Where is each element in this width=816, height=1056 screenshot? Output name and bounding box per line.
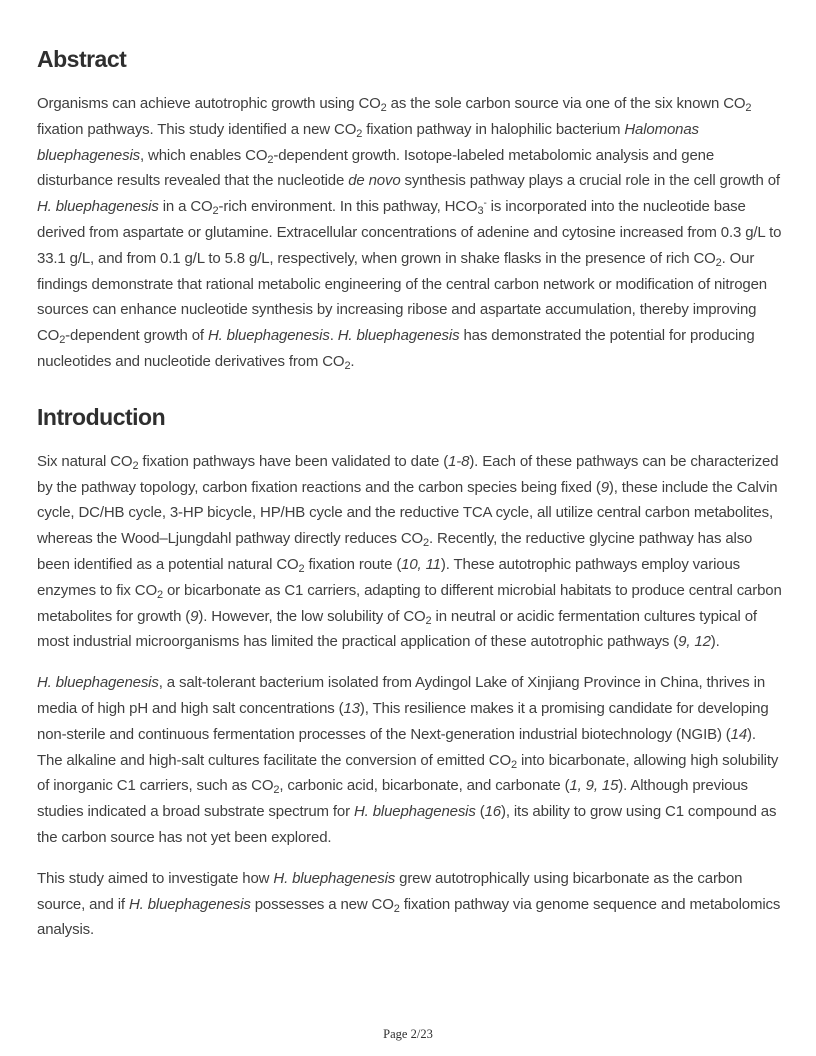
text-segment: in neutral or acidic fermentation cultures typical of most industrial microorganisms has limited the practical application of these autotrophic pathways ( (37, 607, 757, 651)
text-segment: - (483, 198, 487, 210)
text-segment: , a salt-tolerant bacterium isolated from Aydingol Lake of Xinjiang Province in China, thrives in media of high pH and high salt concentrations ( (37, 674, 766, 717)
text-segment: H. bluephagenesis (337, 327, 460, 345)
document-body (37, 44, 782, 958)
text-segment: , carbonic acid, bicarbonate, and carbonate ( (279, 777, 570, 795)
text-segment: fixation route ( (304, 555, 402, 573)
text-segment: . (329, 327, 338, 345)
text-segment: H. bluephagenesis (37, 674, 159, 692)
text-segment: 14 (730, 725, 748, 743)
text-segment: fixation pathways. This study identified a new CO (37, 120, 357, 138)
paragraph (37, 449, 782, 655)
text-segment: 2 (423, 537, 429, 550)
text-segment: ( (475, 803, 485, 821)
text-segment: ), This resilience makes it a promising candidate for developing non-sterile and continuous fermentation processes of the Next-generation industrial biotechnology (NGIB) ( (37, 699, 769, 743)
text-segment: 9, 12 (678, 633, 711, 651)
text-segment: 2 (267, 153, 274, 166)
text-segment: grew autotrophically using bicarbonate as the carbon source, and if (37, 869, 743, 913)
text-segment: 3 (477, 205, 484, 218)
text-segment: 2 (344, 359, 351, 372)
text-segment: 2 (715, 256, 722, 269)
text-segment: 1, 9, 15 (569, 777, 619, 795)
text-segment: ). The alkaline and high-salt cultures facilitate the conversion of emitted CO (37, 725, 756, 769)
text-segment: ). Although previous studies indicated a broad substrate spectrum for (37, 777, 748, 821)
text-segment: . (350, 352, 355, 370)
text-segment: fixation pathways have been validated to date ( (138, 452, 449, 470)
text-segment: fixation pathway via genome sequence and metabolomics analysis. (37, 895, 781, 939)
text-segment: 2 (298, 562, 305, 575)
paragraph (37, 91, 782, 375)
text-segment: possesses a new CO (250, 895, 394, 913)
section-heading-introduction: Introduction (37, 403, 166, 430)
text-segment: ). (710, 633, 720, 651)
text-segment: fixation pathway in halophilic bacterium (362, 120, 625, 138)
text-segment: 2 (356, 127, 363, 140)
text-segment: , which enables CO (140, 146, 268, 164)
section-heading-abstract: Abstract (37, 46, 127, 72)
text-segment: H. bluephagenesis (354, 803, 476, 821)
text-segment: 2 (393, 902, 400, 915)
text-segment: 13 (343, 699, 360, 717)
text-segment: 2 (59, 334, 66, 347)
text-segment: 2 (511, 758, 517, 771)
text-segment: 2 (273, 784, 280, 797)
text-segment: into bicarbonate, allowing high solubility of inorganic C1 carriers, such as CO (37, 751, 779, 795)
page-footer (0, 1025, 816, 1043)
paragraph (37, 866, 782, 943)
text-segment: H. bluephagenesis (37, 198, 159, 216)
text-segment: 16 (484, 803, 501, 821)
text-segment: H. bluephagenesis (273, 869, 396, 887)
text-segment: 9 (190, 607, 199, 625)
text-segment: 2 (212, 205, 219, 218)
text-segment: Halomonas bluephagenesis (37, 120, 699, 164)
text-segment: synthesis pathway plays a crucial role in the cell growth of (400, 172, 780, 190)
text-segment: in a CO (158, 198, 213, 216)
text-segment: -dependent growth of (65, 327, 208, 345)
text-segment: 2 (745, 102, 752, 114)
text-segment: ). Each of these pathways can be characterized by the pathway topology, carbon fixation reactions and the carbon species being fixed ( (37, 452, 779, 496)
text-segment: is incorporated into the nucleotide base derived from aspartate or glutamine. Extracellular concentrations of adenine and cytosine increased from 0.3 g/L to 33.1 g/L, and from 0.1 g/L to 5.8 g/L, respectively, when grown in shake flasks in the presence of rich CO (37, 198, 782, 267)
page-number: Page 2/23 (383, 1027, 433, 1041)
text-segment: This study aimed to investigate how (37, 869, 274, 887)
text-segment: -dependent growth. Isotope-labeled metabolomic analysis and gene disturbance results revealed that the nucleotide (37, 146, 715, 190)
text-segment: or bicarbonate as C1 carriers, adapting to different microbial habitats to produce central carbon metabolites for growth ( (37, 581, 782, 625)
text-segment: Six natural CO (37, 452, 133, 470)
text-segment: 10, 11 (401, 555, 441, 573)
text-segment: Organisms can achieve autotrophic growth using CO (37, 95, 381, 112)
paragraph (37, 670, 782, 851)
text-segment: H. bluephagenesis (207, 327, 330, 345)
text-segment: . Recently, the reductive glycine pathway has also been identified as a potential natural CO (37, 530, 753, 573)
text-segment: 9 (600, 478, 609, 496)
text-segment: ). However, the low solubility of CO (198, 607, 426, 625)
text-segment: 2 (132, 459, 139, 472)
text-segment: de novo (348, 172, 401, 190)
text-segment: 2 (380, 102, 387, 114)
text-segment: . Our findings demonstrate that rational metabolic engineering of the central carbon network or modification of nitrogen sources can enhance nucleotide synthesis by increasing ribose and aspartate accumulation, thereby improving CO (37, 249, 768, 345)
text-segment: ), these include the Calvin cycle, DC/HB cycle, 3-HP bicycle, HP/HB cycle and the reductive TCA cycle, all utilize central carbon metabolites, whereas the Wood–Ljungdahl pathway directly reduces CO (37, 478, 778, 548)
text-segment: ). These autotrophic pathways employ various enzymes to fix CO (37, 555, 740, 599)
text-segment: 1-8 (448, 452, 470, 470)
text-segment: as the sole carbon source via one of the six known CO (386, 95, 746, 112)
text-segment: ), its ability to grow using C1 compound as the carbon source has not yet been explored. (37, 803, 777, 846)
text-segment: H. bluephagenesis (128, 895, 251, 913)
text-segment: has demonstrated the potential for producing nucleotides and nucleotide derivatives from CO (37, 327, 755, 370)
text-segment: -rich environment. In this pathway, HCO (218, 198, 478, 216)
text-segment: 2 (156, 588, 163, 601)
text-segment: 2 (425, 614, 432, 627)
